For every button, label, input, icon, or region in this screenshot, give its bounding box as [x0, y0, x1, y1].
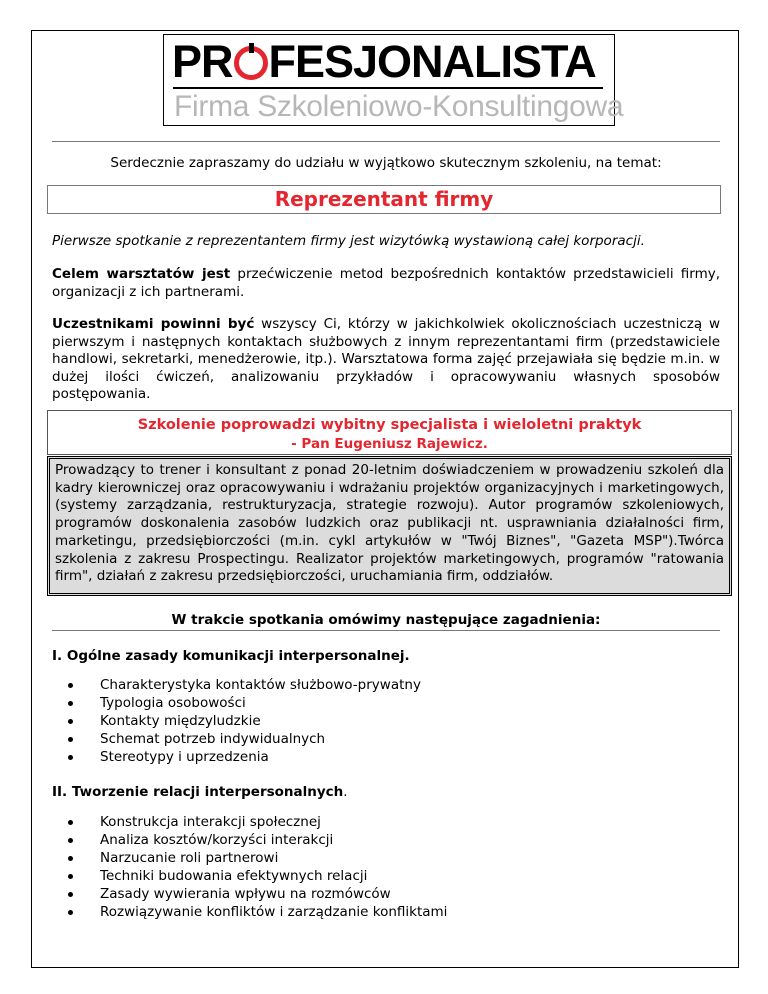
list-item: Konstrukcja interakcji społecznej — [66, 813, 447, 831]
bio-box — [47, 456, 732, 596]
list-item: Techniki budowania efektywnych relacji — [66, 867, 447, 885]
topics-divider — [52, 630, 720, 631]
section-list — [66, 676, 421, 766]
section-list — [66, 813, 447, 921]
logo-brand: PR FESJONALISTA — [172, 36, 596, 87]
intro-text: Pierwsze spotkanie z reprezentantem firmy jest wizytówką wystawioną całej korporacji. — [52, 233, 645, 249]
logo-tagline: Firma Szkoleniowo-Konsultingowa — [174, 90, 624, 123]
list-item: Rozwiązywanie konfliktów i zarządzanie konfliktami — [66, 903, 447, 921]
participants-paragraph — [52, 316, 720, 404]
company-logo — [163, 34, 624, 126]
list-item: Analiza kosztów/korzyści interakcji — [66, 831, 447, 849]
list-item: Kontakty międzyludzkie — [66, 712, 421, 730]
logo-power-icon — [234, 46, 268, 80]
list-item: Typologia osobowości — [66, 694, 421, 712]
participants-label: Uczestnikami powinni być — [52, 316, 255, 332]
list-item: Stereotypy i uprzedzenia — [66, 748, 421, 766]
list-item: Schemat potrzeb indywidualnych — [66, 730, 421, 748]
goal-label: Celem warsztatów jest — [52, 266, 231, 282]
list-item: Narzucanie roli partnerowi — [66, 849, 447, 867]
section-heading: I. Ogólne zasady komunikacji interpersonalnej. — [52, 648, 410, 664]
title-box — [47, 185, 721, 214]
header-divider — [52, 141, 720, 142]
logo-divider — [173, 87, 603, 89]
training-title: Reprezentant firmy — [274, 187, 494, 211]
participants-text: wszyscy Ci, którzy w jakichkolwiek okolicznościach uczestniczą w pierwszym i następnych kontaktach służbowych z innym reprezentantami firm (przedstawiciele handlowi, sekretarki, menedżerowie, itp.). Warsztatowa forma zajęć przejawiała się będzie m.in. w dużej ilości ćwiczeń, analizowaniu przykładów i opracowywaniu własnych sposobów postępowania. — [52, 316, 720, 402]
list-item: Charakterystyka kontaktów służbowo-prywatny — [66, 676, 421, 694]
trainer-name: - Pan Eugeniusz Rajewicz. — [291, 436, 488, 452]
list-item: Zasady wywierania wpływu na rozmówców — [66, 885, 447, 903]
goal-text: przećwiczenie metod bezpośrednich kontaktów przedstawicieli firmy, organizacji z ich partnerami. — [52, 266, 721, 300]
goal-paragraph — [52, 266, 720, 301]
section-heading: II. Tworzenie relacji interpersonalnych. — [52, 784, 348, 800]
topics-heading: W trakcie spotkania omówimy następujące zagadnienia: — [171, 612, 601, 628]
trainer-box — [47, 410, 732, 455]
invitation-text: Serdecznie zapraszamy do udziału w wyjątkowo skutecznym szkoleniu, na temat: — [110, 155, 662, 171]
trainer-line: Szkolenie poprowadzi wybitny specjalista i wieloletni praktyk — [137, 417, 642, 433]
trainer-bio: Prowadzący to trener i konsultant z ponad 20-letnim doświadczeniem w prowadzeniu szkoleń dla kadry kierowniczej oraz opracowywaniu i wdrażaniu projektów organizacyjnych i marketingowych, (systemy zarządzania, restrukturyzacja, strategie rozwoju). Autor programów szkoleniowych, programów doskonalenia zasobów ludzkich oraz publikacji nt. usprawniania działalności firm, marketingu, przedsiębiorczości (m.in. cykl artykułów w "Twój Biznes", "Gazeta MSP").Twórca szkolenia z zakresu Prospectingu. Realizator projektów marketingowych, programów "ratowania firm", działań z zakresu przedsiębiorczości, uruchamiania firm, oddziałów. — [55, 462, 724, 585]
